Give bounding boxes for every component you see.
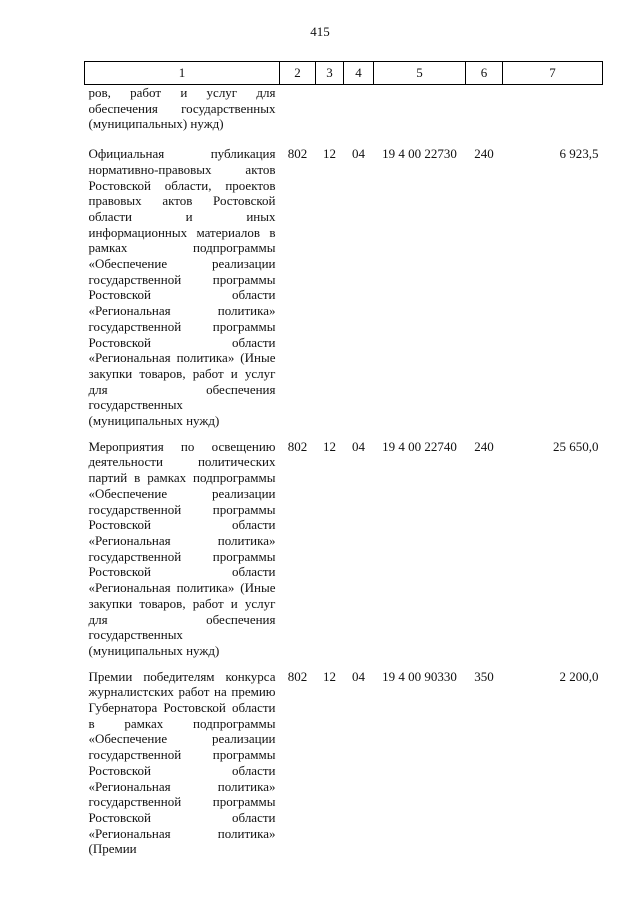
page-number: 415 — [310, 24, 330, 39]
row-description: ров, работ и услуг для обеспечения государственных (муниципальных) нужд) — [88, 85, 276, 132]
row-subsection: 04 — [352, 668, 365, 684]
column-header-7: 7 — [503, 62, 603, 85]
row-description: Мероприятия по освещению деятельности политических партий в рамках подпрограммы «Обеспечение реализации государственной программы Ростовской области «Региональная политика» государственной программы Ростовской области «Региональная политика» (Иные закупки товаров, работ и услуг для обеспечения государственных (муниципальных нужд) — [88, 438, 276, 658]
row-expense-type — [466, 85, 503, 133]
table-row — [85, 85, 603, 133]
row-expense-type: 350 — [474, 668, 494, 684]
row-admin-code: 802 — [287, 146, 308, 162]
row-section — [316, 85, 344, 133]
row-target-article — [374, 85, 466, 133]
table-row — [85, 132, 603, 429]
table-header — [85, 62, 603, 85]
row-amount: 6 923,5 — [559, 146, 599, 162]
row-subsection — [344, 85, 374, 133]
table-row — [85, 659, 603, 857]
row-subsection: 04 — [352, 438, 365, 454]
row-amount: 2 200,0 — [559, 668, 599, 684]
column-header-6: 6 — [466, 62, 503, 85]
row-expense-type: 240 — [474, 146, 494, 162]
row-description: Официальная публикация нормативно-правовых актов Ростовской области, проектов правовых актов Ростовской области и иных информационных материалов в рамках подпрограммы «Обеспечение реализации государственной программы Ростовской области «Региональная политика» государственной программы Ростовской области «Региональная политика» (Иные закупки товаров, работ и услуг для обеспечения государственных (муниципальных нужд) — [88, 146, 276, 429]
row-section: 12 — [323, 146, 336, 162]
row-subsection: 04 — [352, 146, 365, 162]
row-section: 12 — [323, 438, 336, 454]
column-header-1: 1 — [85, 62, 280, 85]
row-target-article: 19 4 00 22730 — [382, 146, 457, 162]
table-body — [85, 85, 603, 858]
row-target-article: 19 4 00 90330 — [382, 668, 457, 684]
row-admin-code — [280, 85, 316, 133]
row-admin-code: 802 — [287, 438, 308, 454]
column-header-2: 2 — [280, 62, 316, 85]
row-description: Премии победителям конкурса журналистских работ на премию Губернатора Ростовской области в рамках подпрограммы «Обеспечение реализации государственной программы Ростовской области «Региональная политика» государственной программы Ростовской области «Региональная политика» (Премии — [88, 668, 276, 857]
column-header-4: 4 — [344, 62, 374, 85]
row-expense-type: 240 — [474, 438, 494, 454]
column-header-5: 5 — [374, 62, 466, 85]
header-row — [85, 62, 603, 85]
table-row — [85, 429, 603, 659]
row-section: 12 — [323, 668, 336, 684]
budget-table — [84, 61, 603, 857]
column-header-3: 3 — [316, 62, 344, 85]
row-target-article: 19 4 00 22740 — [382, 438, 457, 454]
row-admin-code: 802 — [287, 668, 308, 684]
row-amount — [503, 85, 603, 133]
row-amount: 25 650,0 — [553, 438, 599, 454]
